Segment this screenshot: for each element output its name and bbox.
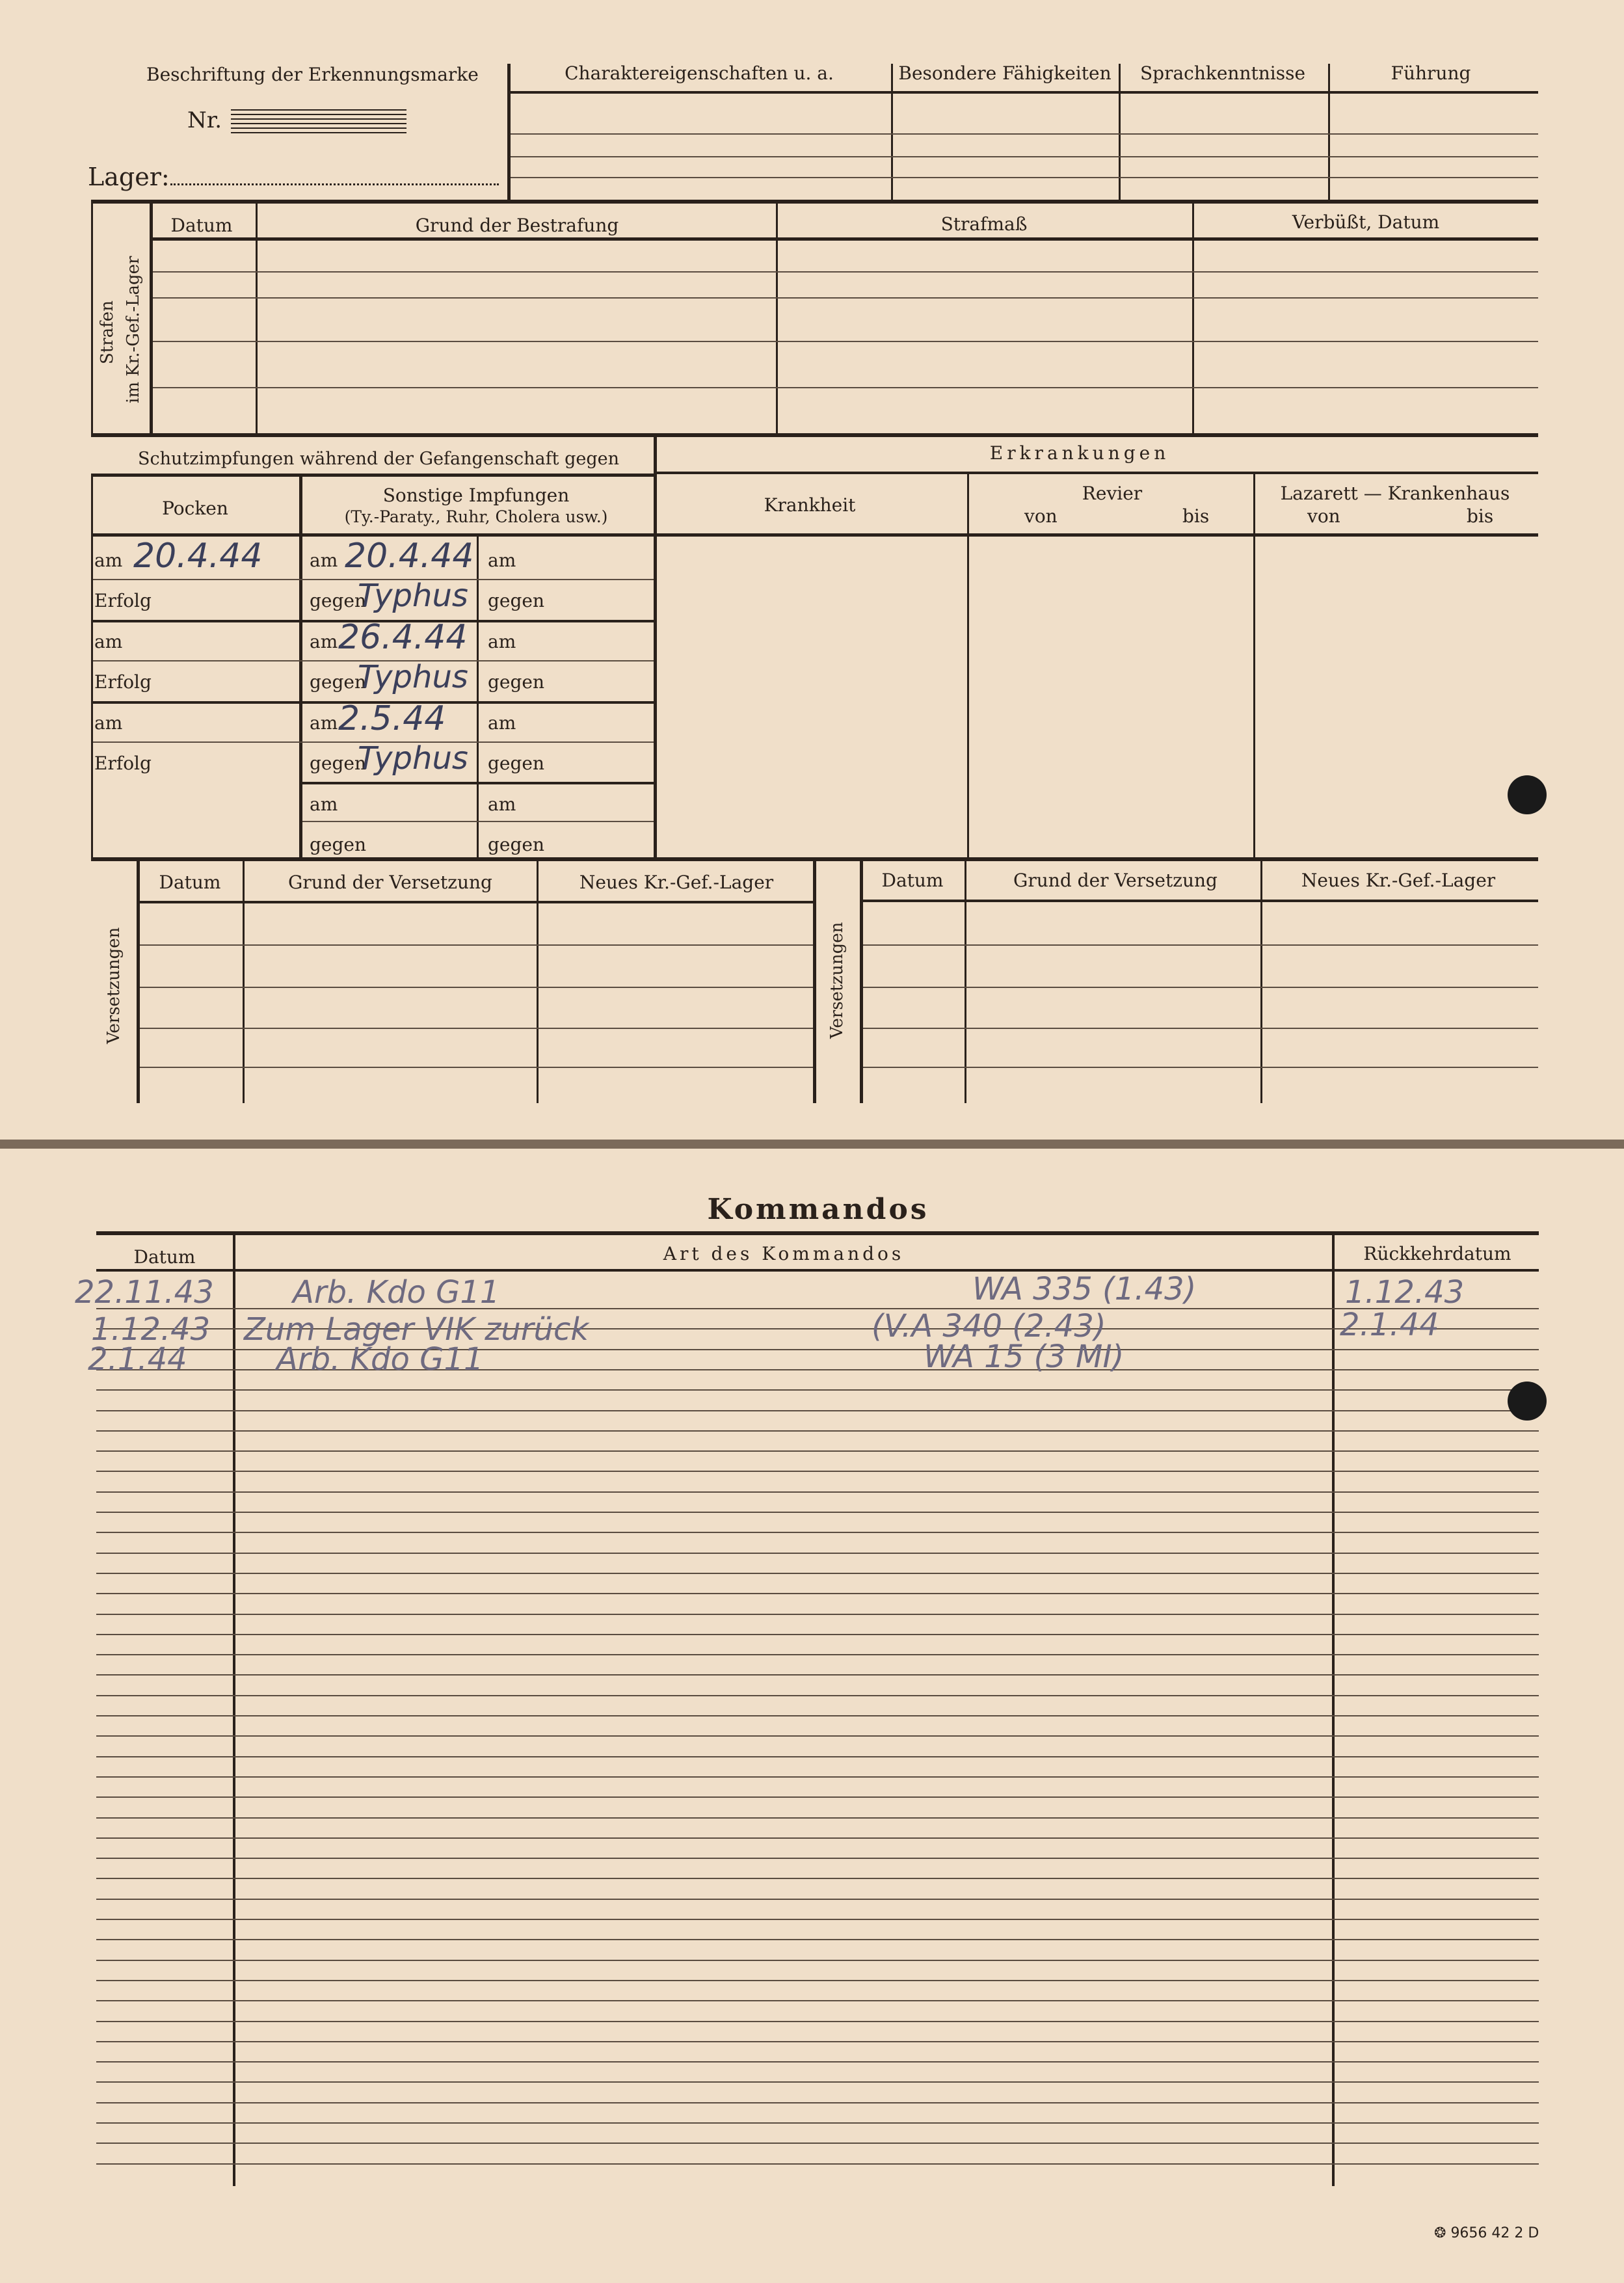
kdo-header-art: Art des Kommandos: [663, 1243, 905, 1264]
kdo-ruled-line: [96, 1674, 1539, 1676]
kdo-ruled-line: [96, 1817, 1539, 1819]
strafen-header-verbuesst: Verbüßt, Datum: [1292, 211, 1440, 233]
kdo-ruled-line: [96, 1634, 1539, 1635]
sonstige-disease-2: Typhus: [358, 659, 468, 695]
pocken-am-3: am: [94, 712, 123, 734]
beschriftung-label: Beschriftung der Erkennungsmarke: [146, 64, 479, 85]
vers-header-grund-left: Grund der Versetzung: [288, 872, 492, 893]
kdo-ruled-line: [96, 2081, 1539, 2083]
kdo-ruled-line: [96, 2000, 1539, 2001]
pocken-am-1: am: [94, 550, 123, 571]
kdo-ruled-line: [96, 1776, 1539, 1778]
kdo-ruled-line: [96, 1430, 1539, 1432]
sonstige-date-1: 20.4.44: [345, 537, 474, 576]
third-gegen-1: gegen: [488, 590, 545, 611]
kommandos-title: Kommandos: [707, 1193, 929, 1226]
kdo-ruled-line: [96, 1878, 1539, 1879]
kdo-row-1-art: Arb. Kdo G11: [293, 1274, 500, 1311]
sonstige-gegen-4: gegen: [310, 834, 367, 855]
kdo-ruled-line: [96, 2122, 1539, 2124]
kdo-ruled-line: [96, 1980, 1539, 1981]
sonstige-date-3: 2.5.44: [338, 699, 446, 738]
revier-header: Revier: [1082, 483, 1143, 504]
kdo-ruled-line: [96, 1410, 1539, 1411]
kdo-ruled-line: [96, 1593, 1539, 1594]
kdo-ruled-line: [96, 2061, 1539, 2063]
punch-hole-bottom: [1508, 1382, 1547, 1421]
header-fuehrung: Führung: [1391, 62, 1471, 84]
kdo-ruled-line: [96, 1553, 1539, 1554]
nr-label: Nr.: [187, 107, 222, 133]
kdo-ruled-line: [96, 2102, 1539, 2103]
kdo-ruled-line: [96, 1573, 1539, 1574]
kdo-ruled-line: [96, 1796, 1539, 1798]
kdo-ruled-line: [96, 1471, 1539, 1472]
header-faehigkeiten: Besondere Fähigkeiten: [898, 62, 1112, 84]
vers-side-label-left: Versetzungen: [104, 927, 124, 1044]
kdo-ruled-line: [96, 1858, 1539, 1859]
lazarett-header: Lazarett — Krankenhaus: [1280, 483, 1510, 504]
kdo-ruled-line: [96, 2163, 1539, 2165]
kdo-ruled-line: [96, 2143, 1539, 2144]
kdo-row-1-rueckkehr: 1.12.43: [1345, 1274, 1465, 1311]
sonstige-header-2: (Ty.-Paraty., Ruhr, Cholera usw.): [344, 507, 608, 526]
pocken-date-1: 20.4.44: [133, 537, 263, 576]
sonstige-am-3: am: [310, 712, 338, 734]
header-sprachkenntnisse: Sprachkenntnisse: [1139, 62, 1306, 84]
kdo-row-3-art: Arb. Kdo G11: [276, 1341, 484, 1378]
third-am-4: am: [488, 794, 516, 815]
kdo-ruled-line: [96, 2041, 1539, 2042]
punch-hole-top: [1508, 775, 1547, 814]
sonstige-header-1: Sonstige Impfungen: [382, 485, 570, 506]
vers-header-neues-right: Neues Kr.-Gef.-Lager: [1301, 870, 1496, 891]
print-code: [1434, 2225, 1539, 2241]
kdo-row-1-note: WA 335 (1.43): [972, 1271, 1197, 1307]
kdo-ruled-line: [96, 1756, 1539, 1757]
third-am-3: am: [488, 712, 516, 734]
vers-side-label-right: Versetzungen: [827, 922, 847, 1039]
kdo-ruled-line: [96, 1654, 1539, 1655]
kdo-row-2-note: (V.A 340 (2.43): [872, 1308, 1106, 1344]
sonstige-am-1: am: [310, 550, 338, 571]
nr-stripes: [231, 109, 406, 135]
sonstige-am-4: am: [310, 794, 338, 815]
kdo-ruled-line: [96, 1532, 1539, 1533]
kdo-ruled-line: [96, 1450, 1539, 1452]
fold-line: [0, 1140, 1624, 1149]
lazarett-von: von: [1307, 505, 1340, 527]
kdo-ruled-line: [96, 1491, 1539, 1493]
pocken-erfolg-3: Erfolg: [94, 753, 152, 774]
kdo-row-1-datum: 22.11.43: [75, 1274, 214, 1311]
sonstige-gegen-1: gegen: [310, 590, 367, 611]
pocken-header: Pocken: [162, 498, 228, 519]
sonstige-gegen-2: gegen: [310, 671, 367, 693]
vers-header-datum-left: Datum: [159, 872, 221, 893]
kdo-ruled-line: [96, 1695, 1539, 1696]
strafen-header-grund: Grund der Bestrafung: [415, 215, 619, 236]
print-code-text: 9656 42 2 D: [1450, 2225, 1539, 2241]
third-gegen-2: gegen: [488, 671, 545, 693]
kdo-ruled-line: [96, 1939, 1539, 1940]
lazarett-bis: bis: [1467, 505, 1494, 527]
revier-von: von: [1024, 505, 1058, 527]
strafen-header-datum: Datum: [170, 215, 233, 236]
kommandos-section: [0, 1149, 1624, 2283]
lager-dotted-line[interactable]: [170, 183, 499, 185]
erkrankungen-title: Erkrankungen: [989, 442, 1170, 464]
kdo-ruled-line: [96, 1715, 1539, 1716]
lager-label: Lager:: [88, 163, 170, 191]
third-am-1: am: [488, 550, 516, 571]
kdo-row-2-art: Zum Lager VIK zurück: [244, 1311, 589, 1348]
revier-bis: bis: [1182, 505, 1210, 527]
strafen-header-strafmass: Strafmaß: [940, 213, 1028, 235]
sonstige-am-2: am: [310, 631, 338, 652]
kdo-ruled-line: [96, 1512, 1539, 1513]
kdo-ruled-line: [96, 1899, 1539, 1900]
kdo-header-rueckkehr: Rückkehrdatum: [1363, 1243, 1511, 1264]
kdo-ruled-line: [96, 1614, 1539, 1615]
kdo-ruled-line: [96, 1389, 1539, 1391]
pocken-am-2: am: [94, 631, 123, 652]
strafen-side-label-1: Strafen: [98, 300, 117, 364]
kdo-row-3-datum: 2.1.44: [88, 1341, 187, 1378]
sonstige-disease-3: Typhus: [358, 740, 468, 777]
kdo-row-2-rueckkehr: 2.1.44: [1340, 1307, 1439, 1343]
third-gegen-3: gegen: [488, 753, 545, 774]
strafen-side-label-2: im Kr.-Gef.-Lager: [124, 256, 143, 403]
pocken-erfolg-2: Erfolg: [94, 671, 152, 693]
sonstige-date-2: 26.4.44: [338, 618, 468, 657]
kdo-ruled-line: [96, 1837, 1539, 1839]
kdo-ruled-line: [96, 1735, 1539, 1737]
impf-section-title: Schutzimpfungen während der Gefangenschaft gegen: [138, 449, 619, 469]
kdo-row-2-datum: 1.12.43: [91, 1311, 211, 1348]
header-charakter: Charaktereigenschaften u. a.: [565, 62, 834, 84]
kdo-header-datum: Datum: [133, 1246, 196, 1268]
pocken-erfolg-1: Erfolg: [94, 590, 152, 611]
kdo-ruled-line: [96, 2021, 1539, 2022]
kdo-ruled-line: [96, 1960, 1539, 1961]
krankheit-header: Krankheit: [764, 494, 856, 516]
third-gegen-4: gegen: [488, 834, 545, 855]
vers-header-datum-right: Datum: [881, 870, 944, 891]
kdo-ruled-line: [96, 1919, 1539, 1920]
sonstige-gegen-3: gegen: [310, 753, 367, 774]
kdo-row-3-note: WA 15 (3 MI): [924, 1339, 1125, 1375]
print-code-mark-icon: ❂: [1434, 2225, 1446, 2241]
vers-header-neues-left: Neues Kr.-Gef.-Lager: [579, 872, 774, 893]
third-am-2: am: [488, 631, 516, 652]
vers-header-grund-right: Grund der Versetzung: [1013, 870, 1218, 891]
sonstige-disease-1: Typhus: [358, 578, 468, 614]
